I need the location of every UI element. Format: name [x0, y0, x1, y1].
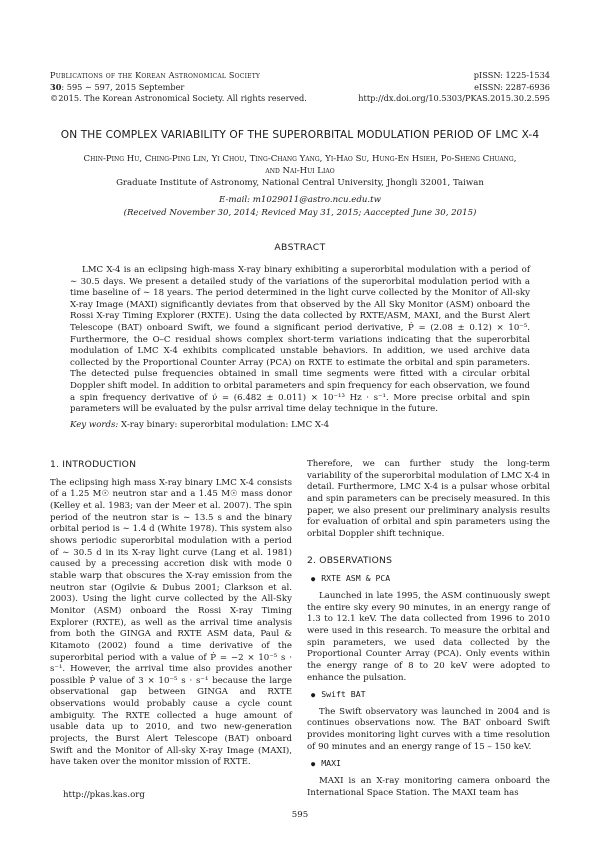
bullet-icon: ● — [311, 575, 316, 584]
abstract-text: LMC X-4 is an eclipsing high-mass X-ray binary exhibiting a superorbital modulation with a period of ∼ 30.5 days. We present a detailed study of the variations of the superorbital modulation period with a time baseline of ∼ 18 years. The period determined in the light curve collected by the Monitor of All-sky X-ray Image (MAXI) significantly deviates from that observed by the All Sky Monitor (ASM) onboard the Rossi X-ray Timing Explorer (RXTE). Using the data collected by RXTE/ASM, MAXI, and the Burst Alert Telescope (BAT) onboard Swift, we found a significant period derivative, Ṗ = (2.08 ± 0.12) × 10⁻⁵. Furthermore, the O–C residual shows complex short-term variations indicating that the superorbital modulation of LMC X-4 exhibits complicated unstable behaviors. In addition, we used archive data collected by the Proportional Counter Array (PCA) on RXTE to estimate the orbital and spin parameters. The detected pulse frequencies obtained in small time segments were fitted with a circular orbital Doppler shift model. In addition to orbital parameters and spin frequency for each observation, we found a spin frequency derivative of ν̇ = (6.482 ± 0.011) × 10⁻¹³ Hz · s⁻¹. More precise orbital and spin parameters will be evaluated by the pulsr arrival time delay technique in the future. — [70, 265, 530, 415]
subsection-rxte-label: RXTE ASM & PCA — [321, 573, 391, 584]
section-heading-observations: 2. OBSERVATIONS — [307, 554, 393, 566]
abstract-heading: ABSTRACT — [274, 242, 326, 253]
keywords — [70, 420, 530, 430]
footer-url[interactable]: http://pkas.kas.org — [63, 790, 145, 800]
received-dates: (Received November 30, 2014; Reviced May 31, 2015; Aaccepted June 30, 2015) — [123, 208, 477, 218]
swift-paragraph: The Swift observatory was launched in 2004 and is continues observations now. The BAT onboard Swift provides monitoring light curves with a time resolution of 90 minutes and an energy range of 15 – 150 keV. — [307, 706, 550, 752]
subsection-swift — [311, 689, 550, 702]
subsection-maxi-label: MAXI — [321, 758, 341, 769]
rxte-paragraph: Launched in late 1995, the ASM continuously swept the entire sky every 90 minutes, in an energy range of 1.3 to 12.1 keV. The data collected from 1996 to 2010 were used in this research. To measure the orbital and spin parameters, we used data collected by the Proportional Counter Array (PCA). Only events within the energy range of 8 to 20 keV were adopted to enhance the pulsation. — [307, 590, 550, 683]
doi-link[interactable]: http://dx.doi.org/10.5303/PKAS.2015.30.2.595 — [358, 93, 550, 104]
author-list — [48, 153, 552, 178]
section-heading-introduction: 1. INTRODUCTION — [50, 459, 137, 470]
keywords-text: X-ray binary: superorbital modulation: LMC X-4 — [121, 420, 330, 430]
affiliation: Graduate Institute of Astronomy, National Central University, Jhongli 32001, Taiwan — [116, 178, 484, 188]
left-column — [50, 459, 292, 769]
volume-line — [50, 82, 350, 94]
authors-line-1: Chin-Ping Hu, Ching-Ping Lin, Yi Chou, Ting-Chang Yang, Yi-Hao Su, Hung-En Hsieh, Po-Sheng Chuang, — [83, 154, 517, 164]
subsection-maxi — [311, 758, 550, 771]
intro-continued-paragraph: Therefore, we can further study the long-term variability of the superorbital modulation of LMC X-4 in detail. Furthermore, LMC X-4 is a pulsar whose orbital and spin parameters can be precisely measured. In this paper, we also present our preliminary analysis results for evaluation of orbital and spin parameters using the orbital Doppler shift technique. — [307, 459, 550, 539]
keywords-label: Key words: — [70, 420, 119, 430]
pissn: pISSN: 1225-1534 — [473, 70, 550, 80]
header-left — [50, 70, 350, 105]
right-column — [307, 459, 550, 799]
header-right — [330, 70, 550, 105]
bullet-icon: ● — [311, 691, 316, 700]
journal-name: Publications of the Korean Astronomical Society — [50, 70, 261, 80]
paper-title: ON THE COMPLEX VARIABILITY OF THE SUPERORBITAL MODULATION PERIOD OF LMC X-4 — [60, 129, 540, 141]
page-number: 595 — [291, 810, 309, 820]
page-range: : 595 ∼ 597, 2015 September — [61, 81, 185, 92]
contact-email: E-mail: m1029011@astro.ncu.edu.tw — [219, 195, 381, 205]
intro-paragraph: The eclipsing high mass X-ray binary LMC X-4 consists of a 1.25 M☉ neutron star and a 1.45 M☉ mass donor (Kelley et al. 1983; van der Meer et al. 2007). The spin period of the neutron star is ∼ 13.5 s and the binary orbital period is ∼ 1.4 d (White 1978). This system also shows periodic superorbital modulation with a period of ∼ 30.5 d in its X-ray light curve (Lang et al. 1981) caused by a precessing accretion disk with mode 0 stable warp that obscures the X-ray emission from the neutron star (Ogilvie & Dubus 2001; Clarkson et al. 2003). Using the light curve collected by the All-Sky Monitor (ASM) onboard the Rossi X-ray Timing Explorer (RXTE), as well as the arrival time analysis from both the GINGA and RXTE ASM data, Paul & Kitamoto (2002) found a time derivative of the superorbital period with a value of Ṗ = −2 × 10⁻⁵ s · s⁻¹. However, the arrival time also provides another possible Ṗ value of 3 × 10⁻⁵ s · s⁻¹ because the large observational gap between GINGA and RXTE observations would probably cause a cycle count ambiguity. The RXTE collected a huge amount of usable data up to 2010, and two new-generation projects, the Burst Alert Telescope (BAT) onboard Swift and the Monitor of All-sky X-ray Image (MAXI), have taken over the monitor mission of RXTE. — [50, 477, 292, 768]
bullet-icon: ● — [311, 760, 316, 769]
subsection-rxte — [311, 573, 550, 586]
subsection-swift-label: Swift BAT — [321, 689, 366, 700]
maxi-paragraph: MAXI is an X-ray monitoring camera onboard the International Space Station. The MAXI team has — [307, 776, 550, 798]
copyright: ©2015. The Korean Astronomical Society. All rights reserved. — [50, 93, 307, 104]
volume-number: 30 — [50, 81, 62, 92]
eissn: eISSN: 2287-6936 — [474, 81, 550, 92]
authors-line-2: and Nai-Hui Liao — [265, 166, 335, 177]
